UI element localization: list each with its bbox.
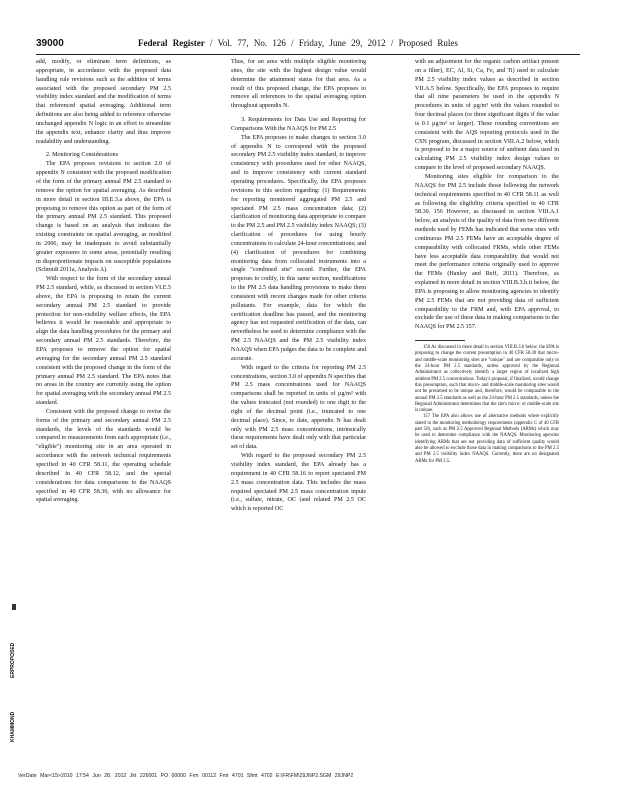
side-stamp-label-2: KHAMMOND: [10, 711, 16, 742]
paragraph: Thus, for an area with multiple eligible monitoring sites, the site with the highest design value would determine the attainment status for that area. As a result of this proposed change, the EPA proposes to remove all references to the spatial averaging option throughout appendix N.: [231, 59, 366, 110]
side-stamp-label-1: ERPROPOSED: [10, 642, 16, 678]
paragraph: Monitoring sites eligible for comparison to the NAAQS for PM 2.5 include those following the network technical requirements specified in 40 CFR 58.11 as well as following the eligibility criteria specified in 40 CFR 58.30. 156 However, as discussed in section VIII.A.1 below, an analysis of the quality of data from two different methods used by FEMs has indicated that some sites with continuous PM 2.5 FEMs have an acceptable degree of comparability with collocated FRMs, while other FEMs have less acceptable data comparability that would not meet the performance criteria originally used to approve the FEMs (Hanley and Reff, 2011). Therefore, as explained in more detail in section VIII.B.3.b.ii below, the EPA is proposing to allow monitoring agencies to identify PM 2.5 FEMs that are not providing data of sufficient comparability to the FRM and, with EPA approval, to exclude the use of these data in making comparisons to the NAAQS for PM 2.5 157.: [415, 173, 559, 331]
paragraph: The EPA proposes revisions to section 2.0 of appendix N consistent with the proposed modification of the form of the primary annual PM 2.5 standard to remove the option for spatial averaging. As described in more detail in section III.E.3.a above, the EPA is proposing to remove this option as part of the form of the primary annual PM 2.5 standard. This proposed change is based on an analysis that indicates the existing constraints on spatial averaging, as modified in 2006, may be inadequate to avoid substantially greater exposures in some areas, potentially resulting in disproportionate impacts on susceptible populations (Schmidt 2011a, Analysis A).: [36, 161, 171, 274]
paragraph: with an adjustment for the organic carbon artifact present on a filter), EC, Al, Si, Ca, Fe, and Ti) used to calculate PM 2.5 visibility index values as described in section VII.A.5 below. Specifically, the EPA proposes to require that all nine parameters be used in the appendix N procedures in units of µg/m³ with the values rounded to four decimal places (or three significant digits if the value is 0.1 µg/m³ or larger). These rounding conventions are consistent with the AQS reporting protocols used in the CSN program, discussed in section VIII.A.2 below, which is proposed to be a major source of ambient data used in calculating PM 2.5 visibility index design values to compare to the level of proposed secondary NAAQS.: [415, 59, 559, 172]
text-column-3: [415, 58, 559, 726]
page-footer: VerDate Mar<15>2010 17:54 Jun 28, 2012 Jkt 226001 PO 00000 Frm 00112 Fmt 4701 Sfmt 4702 E:\FR\FM\29JNP2.SGM 29JNP2: [18, 773, 354, 779]
page-marker: [12, 604, 16, 610]
footnote-rule: [415, 340, 465, 341]
paragraph: The EPA proposes to make changes to section 3.0 of appendix N to correspond with the proposed secondary PM 2.5 visibility index standard, to improve consistency with procedures used for other NAAQS, and to improve consistency with current standard operating procedures. Specifically, the EPA proposes revisions to this section regarding: (1) Requirements for reporting monitored aggregated PM 2.5 and speciated PM 2.5 mass concentration data; (2) clarification of monitoring data appropriate to compare to the PM 2.5 and PM 2.5 visibility index NAAQS; (3) clarification of procedures for using hourly concentrations to calculate 24-hour concentrations; and (4) clarification of procedures for combining monitoring data from collocated instruments into a single "combined site" record. Further, the EPA proposes to codify, in this same section, modifications to the PM 2.5 data handling provisions to make them consistent with recent changes made for other criteria pollutants. For example, data for which the certification deadline has passed, and the monitoring agency has not requested certification of the data, can nevertheless be used to determine compliance with the PM 2.5 NAAQS and the PM 2.5 visibility index NAAQS when EPA judges the data to be complete and accurate.: [231, 134, 366, 362]
header-rule: [36, 54, 580, 55]
paragraph: With respect to the form of the secondary annual PM 2.5 standard, while, as discussed in section VI.E.5 above, the EPA is proposing to retain the current secondary annual PM 2.5 standard to provide protection for non-visibility welfare effects, the EPA believes it would be reasonable and appropriate to align the data handling procedures for the primary and secondary annual PM 2.5 standards. Therefore, the EPA proposes to remove the option for spatial averaging for the secondary annual PM 2.5 standard consistent with the proposed change in the form of the primary annual PM 2.5 standard. The EPA notes that no areas in the country are currently using the option for spatial averaging with the secondary annual PM 2.5 standard.: [36, 276, 171, 407]
journal-title: Federal Register: [138, 38, 205, 48]
text-column-1: [36, 58, 171, 726]
running-header: [138, 38, 458, 48]
text-column-2: [231, 58, 366, 726]
footnote-157: 157 The EPA also allows use of alternative methods where explicitly stated in the monitoring methodology requirements (appendix C of 40 CFR part 58), such as PM 2.5 Approved Regional Methods (ARMs) which may be used to determine compliance with the NAAQS. Monitoring agencies identifying ARMs that are not providing data of sufficient quality would also be allowed to exclude those data in making comparisons to the PM 2.5 and PM 2.5 visibility index NAAQS. Currently, there are no designated ARMs for PM 2.5.: [415, 414, 559, 464]
paragraph: Consistent with the proposed change to revise the forms of the primary and secondary annual PM 2.5 standards, the levels of the standards would be compared to measurements from each appropriate (i.e., "eligible") monitoring site in an area operated in accordance with the network technical requirements specified in 40 CFR 58.11, the operating schedule described in 40 CFR 58.12, and the special considerations for data comparisons to the NAAQS specified in 40 CFR 58.30, with no allowance for spatial averaging.: [36, 408, 171, 504]
page-number: 39000: [36, 38, 64, 49]
section-heading: 2. Monitoring Considerations: [46, 152, 118, 159]
paragraph: With regard to the criteria for reporting PM 2.5 concentrations, section 3.0 of appendix N specifies that PM 2.5 mass concentrations used for NAAQS comparisons shall be reported in units of µg/m³ with the values truncated (not rounded) to one digit to the right of the decimal point (i.e., truncated to one decimal place). Since, to date, appendix N has dealt only with PM 2.5 mass concentrations, intrinsically these requirements have dealt only with that particular set of data.: [231, 364, 366, 451]
issue-info: / Vol. 77, No. 126 / Friday, June 29, 2012 / Proposed Rules: [209, 38, 458, 48]
column-3-body: [415, 58, 559, 332]
side-stamp: [10, 592, 20, 742]
paragraph: add, modify, or eliminate term definitions, as appropriate, in accordance with the proposed data handling rule revisions such as the addition of terms associated with the proposed secondary PM 2.5 visibility index standard and the modification of terms that referenced spatial averaging. Additional term definitions are also being added to reference otherwise unchanged appendix N logic in an effort to streamline the appendix text, enhance clarity and thus improve readability and understanding.: [36, 59, 171, 145]
footnote-156: 156 As discussed in more detail in section VIII.B.3.b below, the EPA is proposing to change the current presumption in 40 CFR 58.30 that micro- and middle-scale monitoring sites are "unique" and are comparable only to the 24-hour PM 2.5 standards, unless approved by the Regional Administrator as collectively identify a larger region of localized high ambient PM 2.5 concentrations. Today's proposal, if finalized, would change this presumption, such that micro- and middle-scale monitoring sites would not be presumed to be unique and, therefore, would be comparable to the annual PM 2.5 standards as well as the 24-hour PM 2.5 standards, unless the Regional Administrator determines that the site's micro- or middle-scale site is unique.: [415, 345, 559, 414]
page-header: [36, 38, 580, 52]
section-heading: 3. Requirements for Data Use and Reporting for Comparisons With the NAAQS for PM 2.5: [231, 117, 366, 132]
paragraph: With regard to the proposed secondary PM 2.5 visibility index standard, the EPA already has a requirement in 40 CFR 58.16 to report speciated PM 2.5 mass concentration data. This includes the mass required speciated PM 2.5 mass concentration inputs (i.e., sulfate, nitrate, OC (and related PM 2.5 OC which is reported OC: [231, 453, 366, 513]
